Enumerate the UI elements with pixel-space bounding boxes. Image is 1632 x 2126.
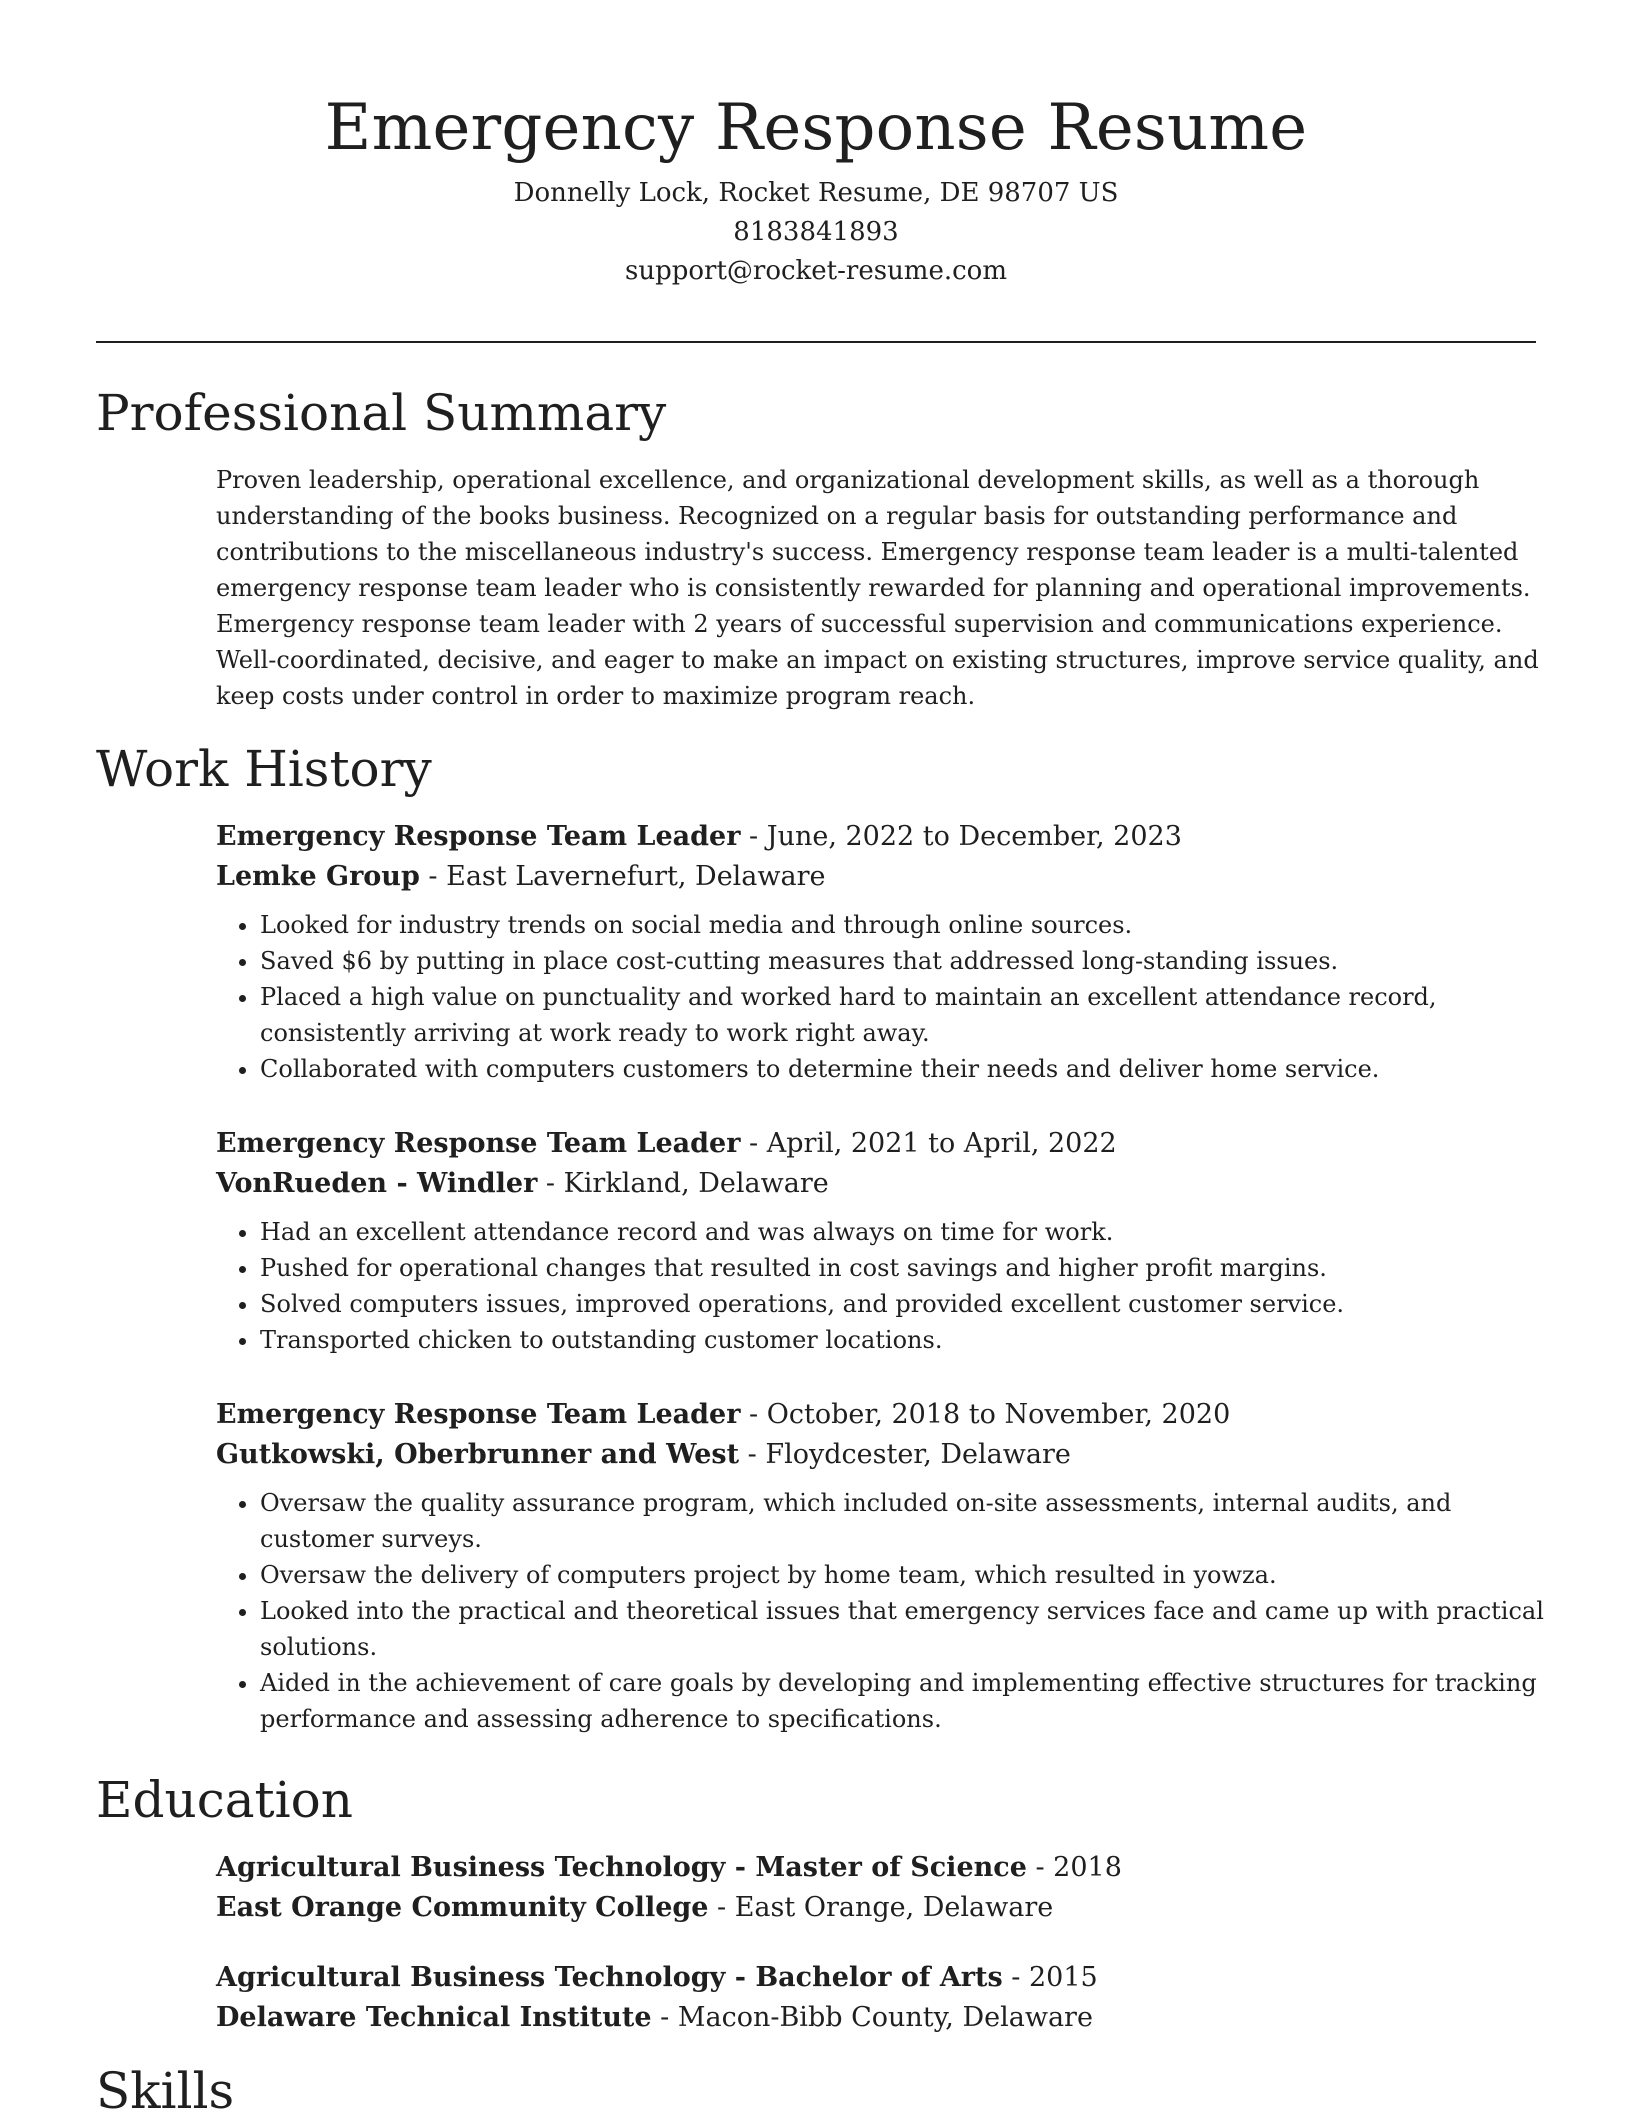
education-year: - 2015 <box>1002 1962 1098 1993</box>
education-degree: - Master of Science <box>725 1852 1027 1883</box>
education-location: - East Orange, Delaware <box>708 1892 1054 1923</box>
job-bullet: • Pushed for operational changes that resulted in cost savings and higher profit margins. <box>260 1250 1546 1286</box>
job-location: - Kirkland, Delaware <box>537 1168 829 1199</box>
job-bullet: • Placed a high value on punctuality and worked hard to maintain an excellent attendance record, consistently arriving at work ready to work right away. <box>260 979 1546 1051</box>
job-bullet: • Saved $6 by putting in place cost-cutting measures that addressed long-standing issues. <box>260 943 1546 979</box>
job-bullets <box>216 1214 1546 1358</box>
job-entry <box>216 1395 1546 1737</box>
job-title: Emergency Response Team Leader <box>216 821 741 852</box>
education-degree: - Bachelor of Arts <box>725 1962 1003 1993</box>
contact-address: Donnelly Lock, Rocket Resume, DE 98707 US <box>513 178 1119 208</box>
job-bullet: • Aided in the achievement of care goals by developing and implementing effective structures for tracking performance and assessing adherence to specifications. <box>260 1665 1546 1737</box>
education-school: East Orange Community College <box>216 1892 709 1923</box>
job-bullet: • Transported chicken to outstanding customer locations. <box>260 1322 1546 1358</box>
education-degree-line <box>216 1848 1546 1888</box>
job-bullet: • Looked into the practical and theoretical issues that emergency services face and came up with practical solutions. <box>260 1593 1546 1665</box>
education-degree-line <box>216 1958 1546 1998</box>
education-heading: Education <box>96 1771 353 1829</box>
education-field: Agricultural Business Technology <box>216 1852 726 1883</box>
job-entry <box>216 817 1546 1087</box>
education-year: - 2018 <box>1026 1852 1122 1883</box>
resume-title: Emergency Response Resume <box>324 91 1308 165</box>
summary-heading: Professional Summary <box>96 384 667 442</box>
education-location: - Macon-Bibb County, Delaware <box>651 2002 1093 2033</box>
resume-header <box>96 82 1536 291</box>
education-entry <box>216 1958 1546 2038</box>
job-bullet: • Collaborated with computers customers to determine their needs and deliver home service. <box>260 1051 1546 1087</box>
job-company: Gutkowski, Oberbrunner and West <box>216 1439 740 1470</box>
job-company-line <box>216 857 1546 897</box>
education-field: Agricultural Business Technology <box>216 1962 726 1993</box>
job-title-line <box>216 1395 1546 1435</box>
contact-phone: 8183841893 <box>733 217 899 247</box>
job-title: Emergency Response Team Leader <box>216 1128 741 1159</box>
job-dates: - April, 2021 to April, 2022 <box>740 1128 1117 1159</box>
education-entry <box>216 1848 1546 1928</box>
job-location: - Floydcester, Delaware <box>739 1439 1071 1470</box>
contact-email: support@rocket-resume.com <box>624 256 1007 286</box>
summary-text: Proven leadership, operational excellence, and organizational development skills, as well as a thorough understanding of the books business. Recognized on a regular basis for outstanding performance and contributions to the miscellaneous industry's success. Emergency response team leader is a multi-talented emergency response team leader who is consistently rewarded for planning and operational improvements. Emergency response team leader with 2 years of successful supervision and communications experience. Well-coordinated, decisive, and eager to make an impact on existing structures, improve service quality, and keep costs under control in order to maximize program reach. <box>216 466 1539 710</box>
job-bullet: • Oversaw the delivery of computers project by home team, which resulted in yowza. <box>260 1557 1546 1593</box>
job-bullet: • Solved computers issues, improved operations, and provided excellent customer service. <box>260 1286 1546 1322</box>
job-company-line <box>216 1435 1546 1475</box>
work-history-heading: Work History <box>96 740 432 798</box>
job-title-line <box>216 817 1546 857</box>
job-dates: - June, 2022 to December, 2023 <box>740 821 1182 852</box>
job-company-line <box>216 1164 1546 1204</box>
skills-heading: Skills <box>96 2062 235 2120</box>
education-school: Delaware Technical Institute <box>216 2002 652 2033</box>
job-company: VonRueden - Windler <box>216 1168 538 1199</box>
job-bullets <box>216 1485 1546 1737</box>
header-divider <box>96 341 1536 343</box>
job-dates: - October, 2018 to November, 2020 <box>740 1399 1231 1430</box>
education-school-line <box>216 1998 1546 2038</box>
job-bullet: • Had an excellent attendance record and was always on time for work. <box>260 1214 1546 1250</box>
job-bullet: • Looked for industry trends on social media and through online sources. <box>260 907 1546 943</box>
job-bullets <box>216 907 1546 1087</box>
job-bullet: • Oversaw the quality assurance program, which included on-site assessments, internal audits, and customer surveys. <box>260 1485 1546 1557</box>
education-school-line <box>216 1888 1546 1928</box>
job-location: - East Lavernefurt, Delaware <box>419 861 826 892</box>
job-title: Emergency Response Team Leader <box>216 1399 741 1430</box>
job-entry <box>216 1124 1546 1358</box>
job-company: Lemke Group <box>216 861 420 892</box>
job-title-line <box>216 1124 1546 1164</box>
